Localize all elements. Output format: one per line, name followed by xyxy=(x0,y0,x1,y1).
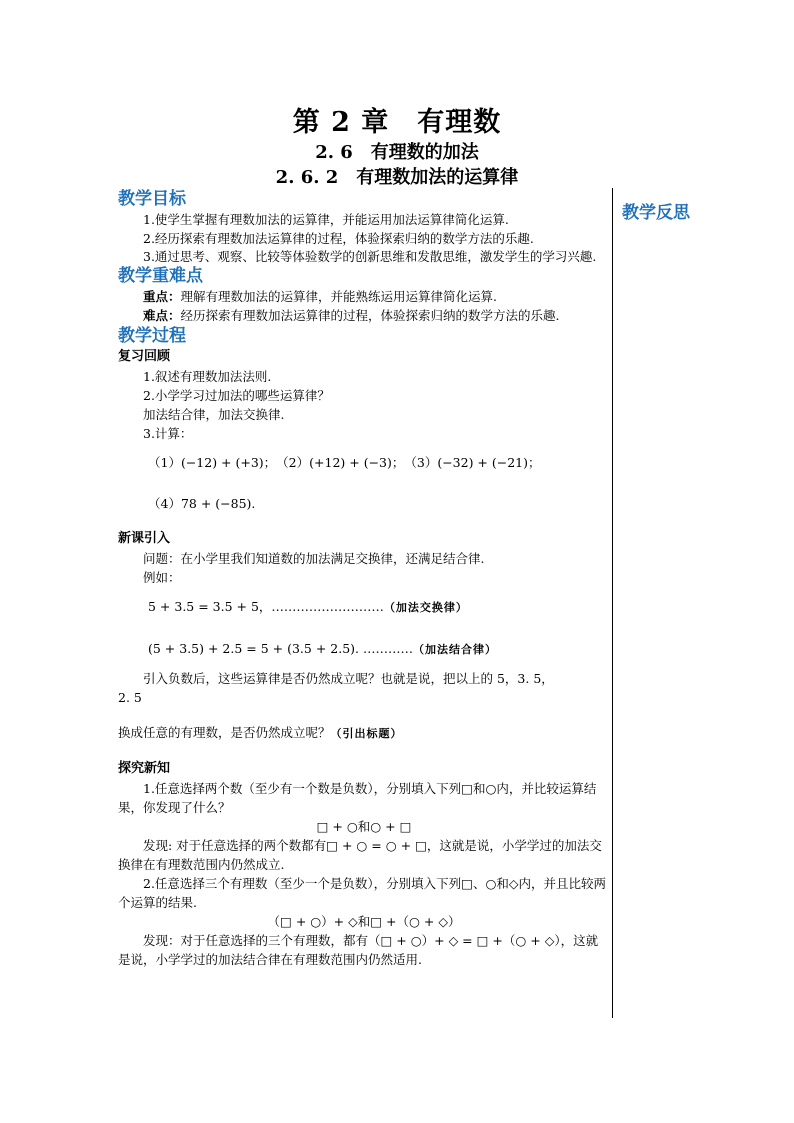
focus-label: 重点： xyxy=(143,289,181,304)
review-q1: 1.叙述有理数加法法则. xyxy=(143,369,272,384)
associative-note: （加法结合律） xyxy=(412,643,497,656)
equation-associative xyxy=(118,639,610,659)
explore-title: 探究新知 xyxy=(118,761,171,776)
goals-heading: 教学目标 xyxy=(118,189,186,209)
formula-associative: （□ + ○）+ ◇和□ +（○ + ◇） xyxy=(267,914,461,929)
difficulty-text: 经历探索有理数加法运算律的过程，体验探索归纳的数学方法的乐趣. xyxy=(180,308,560,323)
review-title: 复习回顾 xyxy=(118,349,171,364)
subsection-title: 2. 6. 2 有理数加法的运算律 xyxy=(275,167,519,188)
intro-example: 例如： xyxy=(143,570,181,585)
intro-paragraph-2-text: 换成任意的有理数，是否仍然成立呢？ xyxy=(118,725,331,740)
explore-item-2: 2.任意选择三个有理数（至少一个是负数），分别填入下列□、○和◇内，并且比较两个运算的结果. xyxy=(118,876,607,910)
key-points-heading: 教学重难点 xyxy=(118,266,203,286)
calc-line-1: （1）(−12) + (+3)； （2）(+12) + (−3)； （3）(−32) + (−21)； xyxy=(148,455,541,470)
equation-associative-text: (5 + 3.5) + 2.5 = 5 + (3.5 + 2.5). ………… xyxy=(148,641,413,656)
column-divider xyxy=(612,188,613,1018)
title-note: （引出标题） xyxy=(330,727,403,740)
equation-commutative xyxy=(118,597,610,617)
intro-paragraph-1: 引入负数后，这些运算律是否仍然成立呢？也就是说，把以上的 5，3. 5， xyxy=(143,671,554,686)
focus-line xyxy=(118,287,610,306)
review-q3: 3.计算： xyxy=(143,426,193,441)
finding-1: 发现: 对于任意选择的两个数都有□ + ○ = ○ + □，这就是说，小学学过的加法交换律在有理数范围内仍然成立. xyxy=(118,838,602,872)
chapter-title: 第 2 章 有理数 xyxy=(292,107,502,138)
goal-item-1: 1.使学生掌握有理数加法的运算律，并能运用加法运算律简化运算. xyxy=(143,212,509,227)
process-heading: 教学过程 xyxy=(118,326,186,346)
calc-line-2: （4）78 + (−85). xyxy=(148,496,256,511)
reflection-heading: 教学反思 xyxy=(622,203,690,223)
intro-title: 新课引入 xyxy=(118,531,171,546)
equation-commutative-text: 5 + 3.5 = 3.5 + 5，……………………… xyxy=(148,599,384,614)
intro-paragraph-1-tail: 2. 5 xyxy=(118,690,142,705)
review-q2: 2.小学学习过加法的哪些运算律？ xyxy=(143,388,330,403)
intro-question: 问题：在小学里我们知道数的加法满足交换律，还满足结合律. xyxy=(143,551,485,566)
finding-2: 发现：对于任意选择的三个有理数，都有（□ + ○）+ ◇ = □ +（○ + ◇），这就是说，小学学过的加法结合律在有理数范围内仍然适用. xyxy=(118,933,599,967)
commutative-note: （加法交换律） xyxy=(383,601,468,614)
intro-paragraph-2 xyxy=(118,723,610,743)
section-title: 2. 6 有理数的加法 xyxy=(315,142,479,163)
lesson-content xyxy=(118,188,610,969)
explore-item-1: 1.任意选择两个数（至少有一个数是负数），分别填入下列□和○内，并比较运算结果，你发现了什么？ xyxy=(118,781,597,815)
review-a2: 加法结合律，加法交换律. xyxy=(143,407,285,422)
difficulty-label: 难点： xyxy=(143,308,181,323)
formula-commutative: □ + ○和○ + □ xyxy=(316,819,412,834)
difficulty-line xyxy=(118,306,610,325)
goal-item-3: 3.通过思考、观察、比较等体验数学的创新思维和发散思维，激发学生的学习兴趣. xyxy=(143,249,597,264)
goal-item-2: 2.经历探索有理数加法运算律的过程，体验探索归纳的数学方法的乐趣. xyxy=(143,231,534,246)
focus-text: 理解有理数加法的运算律，并能熟练运用运算律简化运算. xyxy=(180,289,497,304)
